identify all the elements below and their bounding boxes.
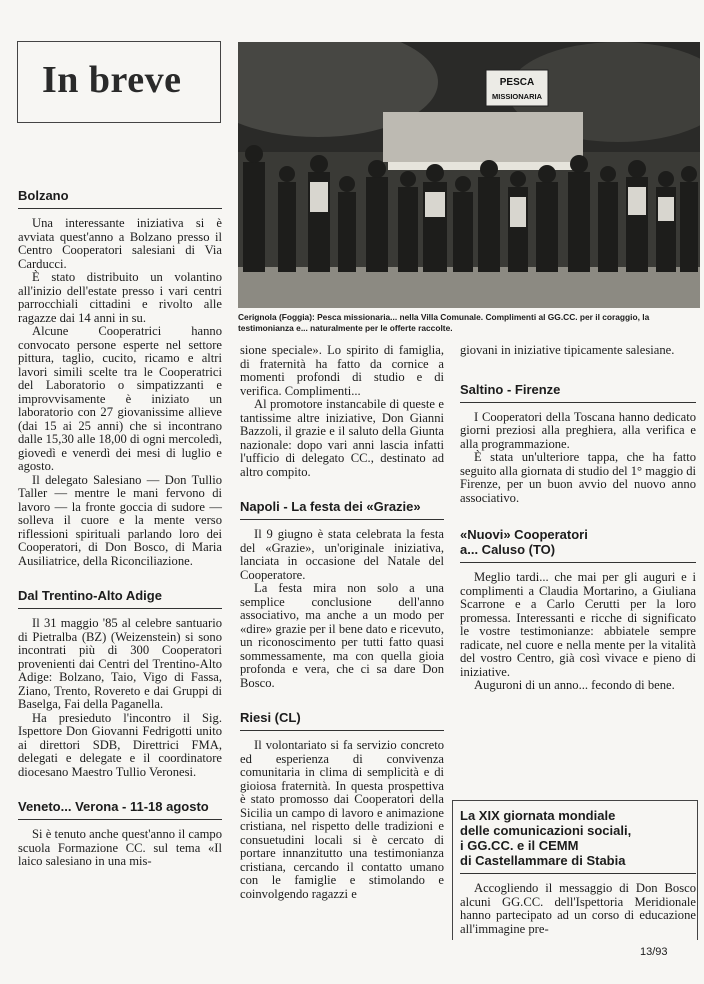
title-box — [17, 41, 221, 123]
heading-rule — [240, 519, 444, 520]
heading-rule — [18, 608, 222, 609]
heading-line: a... Caluso (TO) — [460, 542, 556, 557]
section-heading-napoli: Napoli - La festa dei «Grazie» — [240, 499, 421, 514]
heading-rule — [240, 730, 444, 731]
column-3 — [460, 344, 696, 693]
heading-line: di Castellammare di Stabia — [460, 853, 626, 868]
paragraph: sione speciale». Lo spirito di famiglia, di fraternità ha fatto da cornice a momenti profondi di studio e di verifica. Complimenti... — [240, 343, 444, 398]
paragraph: Alcune Cooperatrici hanno convocato persone esperte nel settore pittura, taglio, cucito, ricamo e altri lavori simili scelte tra le Cooperatrici del Laboratorio o simpatizzanti e improvvisamente è iniziato un laboratorio con 27 giovanissime allieve (dai 15 ai 25 anni) che si incontrano dalle 15,30 alle 18,00 di ogni mercoledì, giovedì e venerdì dei mesi di luglio e agosto. — [18, 324, 222, 473]
paragraph: Meglio tardi... che mai per gli auguri e i complimenti a Claudia Mortarino, a Giuliana Scarrone e a Carlo Cerutti per la loro promessa. Interessanti e ricche di significato le vostre testimonianze: abbiatele sempre radicate, nel cuore e nella mente per la vitalità del vostro Centro, già così vivace e pieno di iniziative. — [460, 570, 696, 679]
section-heading-caluso — [460, 527, 696, 557]
paragraph: È stata un'ulteriore tappa, che ha fatto seguito alla giornata di studio del 1° maggio di Firenze, per un buon avvio del nuovo anno associativo. — [460, 450, 696, 505]
paragraph: Auguroni di un anno... fecondo di bene. — [474, 678, 675, 692]
paragraph: Accogliendo il messaggio di Don Bosco alcuni GG.CC. dell'Ispettoria Meridionale hanno partecipato ad un corso di educazione all'immagine pre- — [460, 881, 696, 936]
sign-line2: MISSIONARIA — [491, 92, 543, 101]
paragraph: Una interessante iniziativa si è avviata quest'anno a Bolzano presso il Centro Cooperatori salesiani di Via Carducci. — [18, 216, 222, 271]
sign-line1: PESCA — [499, 77, 535, 88]
paragraph: Il volontariato si fa servizio concreto ed esperienza di convivenza comunitaria in clima di semplicità e di gioiosa fraternità. In questa prospettiva è stato promosso dai Cooperatori della Sicilia un campo di lavoro e animazione cristiana, nel rispetto delle tradizioni e consuetudini locali si è cercato di portare innanzitutto una testimonianza cristiana, cercando il contatto umano con le famiglie e stimolando e coinvolgendo ragazzi e — [240, 738, 444, 901]
heading-rule — [460, 562, 696, 563]
paragraph: Il 9 giugno è stata celebrata la festa del «Grazie», un'originale iniziativa, lanciata in occasione del Natale del Cooperatore. — [240, 527, 444, 582]
paragraph: Il delegato Salesiano — Don Tullio Taller — mentre le mani fervono di lavoro — la fronte goccia di sudore — solleva il cuore e la mente verso riflessioni spirituali parlando loro dei Cooperatori, di Don Bosco, di Maria Ausiliatrice, della Riconciliazione. — [18, 472, 222, 568]
page-number: 13/93 — [640, 946, 668, 958]
paragraph: giovani in iniziative tipicamente salesiane. — [460, 343, 675, 357]
section-heading-saltino: Saltino - Firenze — [460, 381, 561, 397]
paragraph: Al promotore instancabile di queste e tantissime altre iniziative, Don Gianni Bazzoli, il grazie e il saluto della Giunta nazionale: dopo vari anni lascia infatti l'ufficio di delegato CC., destinato ad altro compito. — [240, 397, 444, 479]
section-heading-riesi: Riesi (CL) — [240, 710, 301, 725]
section-heading-veneto: Veneto... Verona - 11-18 agosto — [18, 799, 209, 814]
heading-rule — [460, 402, 696, 403]
heading-rule — [18, 208, 222, 209]
paragraph: Ha presieduto l'incontro il Sig. Ispettore Don Giovanni Fedrigotti unito ai direttori SDB, Direttrici FMA, delegati e delegate e il coordinatore diocesano Maestro Tullio Veronesi. — [18, 710, 222, 779]
heading-line: «Nuovi» Cooperatori — [460, 527, 588, 542]
heading-line: delle comunicazioni sociali, — [460, 823, 632, 838]
heading-line: i GG.CC. e il CEMM — [460, 838, 579, 853]
photo — [238, 42, 700, 308]
heading-line: La XIX giornata mondiale — [460, 808, 616, 823]
paragraph: Il 31 maggio '85 al celebre santuario di Pietralba (BZ) (Weizenstein) si sono incontrati più di 300 Cooperatori provenienti dai Centri del Trentino-Alto Adige: Bolzano, Taio, Vigo di Fassa, Ziano, Trento, Rovereto e dai Gruppi di Baselga, Fai della Paganella. — [18, 616, 222, 711]
section-heading-stabia — [460, 808, 696, 868]
paragraph: I Cooperatori della Toscana hanno dedicato giorni preziosi alla preghiera, alla verifica e alla programmazione. — [460, 409, 696, 451]
paragraph: È stato distribuito un volantino all'inizio dell'estate presso i vari centri parrocchiali cittadini e rivolto alle ragazze dai 14 anni in su. — [18, 270, 222, 325]
paragraph: Si è tenuto anche quest'anno il campo scuola Formazione CC. sul tema «Il laico salesiano in una mis- — [18, 827, 222, 868]
heading-rule — [18, 819, 222, 820]
photo-caption: Cerignola (Foggia): Pesca missionaria... nella Villa Comunale. Complimenti al GG.CC. per il coraggio, la testimonianza e... naturalmente per le offerte raccolte. — [238, 312, 650, 333]
column-2 — [240, 344, 444, 901]
page-title: In breve — [42, 59, 182, 101]
heading-rule — [460, 873, 696, 874]
stabia-section — [460, 808, 696, 936]
section-heading-bolzano: Bolzano — [18, 188, 69, 203]
photo-scene — [238, 42, 700, 308]
paragraph: La festa mira non solo a una semplice conclusione dell'anno associativo, ma anche a un modo per «dire» grazie per il bene dato e ricevuto, un riconoscimento per tutti fatto quasi sommessamente, ma con quella gioia profonda e vera, che ci sa dare Don Bosco. — [240, 581, 444, 690]
column-1 — [18, 188, 222, 869]
section-heading-trentino: Dal Trentino-Alto Adige — [18, 588, 162, 603]
